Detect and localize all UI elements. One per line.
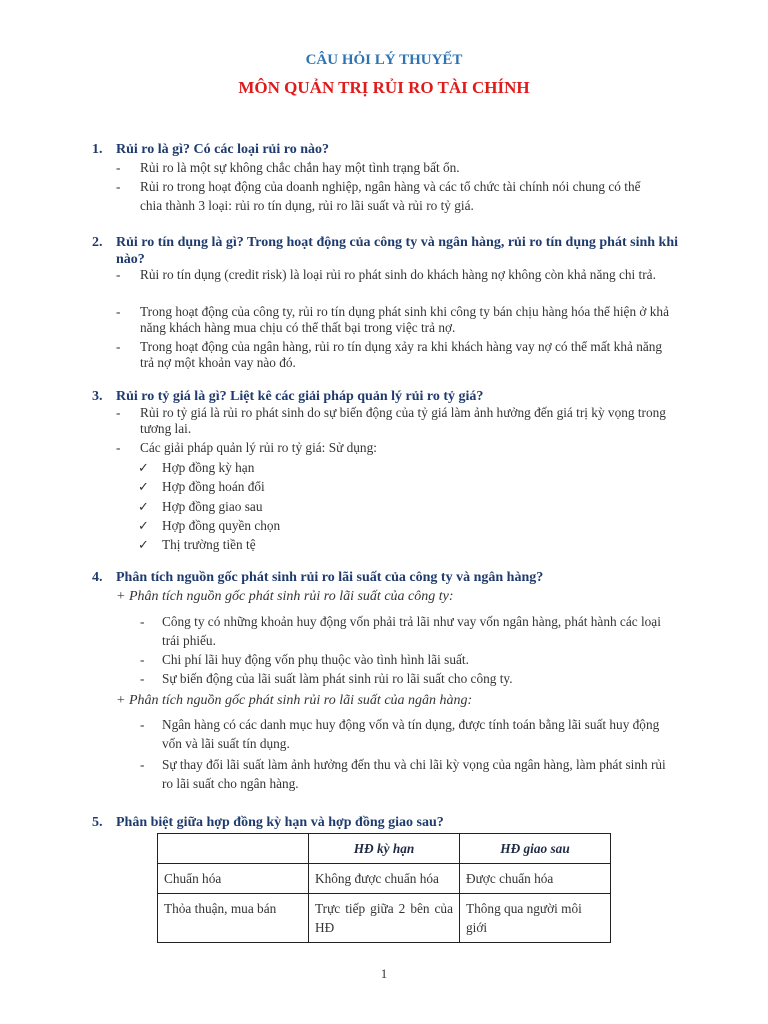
checkmark-icon: ✓ [138,518,149,533]
checklist-text: Hợp đồng hoán đổi [162,479,265,494]
comparison-table [157,833,611,943]
list-item [116,405,678,437]
checklist-item [138,458,638,477]
list-item [140,612,678,650]
table-row [158,894,611,943]
list-item [116,339,678,371]
list-item [140,669,678,688]
checklist-item [138,497,638,516]
checkmark-icon: ✓ [138,537,149,552]
question-text: Rủi ro là gì? Có các loại rủi ro nào? [116,142,329,157]
list-item-text: Rủi ro trong hoạt động của doanh nghiệp, ngân hàng và các tổ chức tài chính nói chung có thể chia thành 3 loại: rủi ro tín dụng, rủi ro lãi suất và rủi ro tỷ giá. [140,179,641,213]
list-item-text: Công ty có những khoản huy động vốn phải trả lãi như vay vốn ngân hàng, phát hành các loại trái phiếu. [162,614,661,648]
list-item [140,715,678,753]
table-header-cell [158,834,309,864]
bullet-dash: - [116,267,121,282]
checklist-text: Hợp đồng kỳ hạn [162,460,255,475]
list-item-text: Chi phí lãi huy động vốn phụ thuộc vào tình hình lãi suất. [162,652,469,667]
table-cell: Chuẩn hóa [158,864,309,894]
table-cell: Được chuẩn hóa [460,864,611,894]
question-number: 3. [92,389,103,404]
checkmark-icon: ✓ [138,479,149,494]
question-number: 5. [92,815,103,830]
list-item-text: Trong hoạt động của ngân hàng, rủi ro tín dụng xảy ra khi khách hàng vay nợ có thể mất khả năng trả nợ một khoản vay nào đó. [140,339,663,370]
question-text: Rủi ro tín dụng là gì? Trong hoạt động của công ty và ngân hàng, rủi ro tín dụng phát sinh khi nào? [116,235,678,267]
question-5-heading [92,814,682,831]
list-item [116,158,676,177]
question-4-heading [92,569,682,586]
checklist-text: Hợp đồng giao sau [162,499,263,514]
table-header-cell: HĐ giao sau [460,834,611,864]
list-item [116,177,656,215]
question-text: Phân biệt giữa hợp đồng kỳ hạn và hợp đồng giao sau? [116,815,444,830]
bullet-dash: - [140,717,145,732]
list-item-text: Ngân hàng có các danh mục huy động vốn và tín dụng, được tính toán bằng lãi suất huy động vốn và lãi suất tín dụng. [162,717,660,751]
table-cell: Trực tiếp giữa 2 bên của HĐ [309,894,460,943]
bullet-dash: - [116,179,121,194]
question-2-heading [92,234,682,268]
checklist-text: Thị trường tiền tệ [162,537,256,552]
checklist-item [138,535,638,554]
checklist-item [138,477,638,496]
list-item [116,438,678,457]
list-item [140,755,678,793]
question-text: Rủi ro tỷ giá là gì? Liệt kê các giải pháp quản lý rủi ro tỷ giá? [116,389,484,404]
company-subheading: + Phân tích nguồn gốc phát sinh rủi ro lãi suất của công ty: [116,589,454,604]
document-title: CÂU HỎI LÝ THUYẾT [305,52,463,68]
bullet-dash: - [140,757,145,772]
table-cell: Thỏa thuận, mua bán [158,894,309,943]
list-item-text: Rủi ro tỷ giá là rủi ro phát sinh do sự biến động của tỷ giá làm ảnh hưởng đến giá trị kỳ vọng trong tương lai. [140,405,666,436]
table-cell: Không được chuẩn hóa [309,864,460,894]
list-item-text: Sự biến động của lãi suất làm phát sinh rủi ro lãi suất cho công ty. [162,671,513,686]
bullet-dash: - [116,304,121,319]
bullet-dash: - [116,440,121,455]
list-item [116,265,678,284]
bullet-dash: - [140,671,145,686]
bullet-dash: - [140,614,145,629]
question-1-heading [92,141,682,158]
bank-subheading: + Phân tích nguồn gốc phát sinh rủi ro lãi suất của ngân hàng: [116,693,473,708]
checkmark-icon: ✓ [138,460,149,475]
question-number: 2. [92,235,103,250]
list-item-text: Các giải pháp quản lý rủi ro tỷ giá: Sử dụng: [140,440,377,455]
table-cell: Thông qua người môi giới [460,894,611,943]
table-row [158,864,611,894]
checkmark-icon: ✓ [138,499,149,514]
list-item-text: Sự thay đổi lãi suất làm ảnh hưởng đến thu và chi lãi kỳ vọng của ngân hàng, làm phát sinh rủi ro lãi suất cho ngân hàng. [162,757,666,791]
question-3-heading [92,388,682,405]
list-item-text: Rủi ro là một sự không chắc chắn hay một tình trạng bất ổn. [140,160,460,175]
question-number: 4. [92,570,103,585]
bullet-dash: - [116,160,121,175]
page-number: 1 [380,966,388,981]
checklist-item [138,516,638,535]
table-header-cell: HĐ kỳ hạn [309,834,460,864]
question-number: 1. [92,142,103,157]
document-subtitle: MÔN QUẢN TRỊ RỦI RO TÀI CHÍNH [238,78,530,97]
question-text: Phân tích nguồn gốc phát sinh rủi ro lãi suất của công ty và ngân hàng? [116,570,544,585]
list-item-text: Rủi ro tín dụng (credit risk) là loại rủi ro phát sinh do khách hàng nợ không còn khả năng chi trả. [140,267,656,282]
table-header-row [158,834,611,864]
list-item-text: Trong hoạt động của công ty, rủi ro tín dụng phát sinh khi công ty bán chịu hàng hóa thể hiện ở khả năng khách hàng mua chịu có thể thất bại trong việc trả nợ. [140,304,669,335]
checklist-text: Hợp đồng quyền chọn [162,518,281,533]
list-item [140,650,678,669]
bullet-dash: - [140,652,145,667]
list-item [116,304,678,336]
bullet-dash: - [116,405,121,420]
bullet-dash: - [116,339,121,354]
